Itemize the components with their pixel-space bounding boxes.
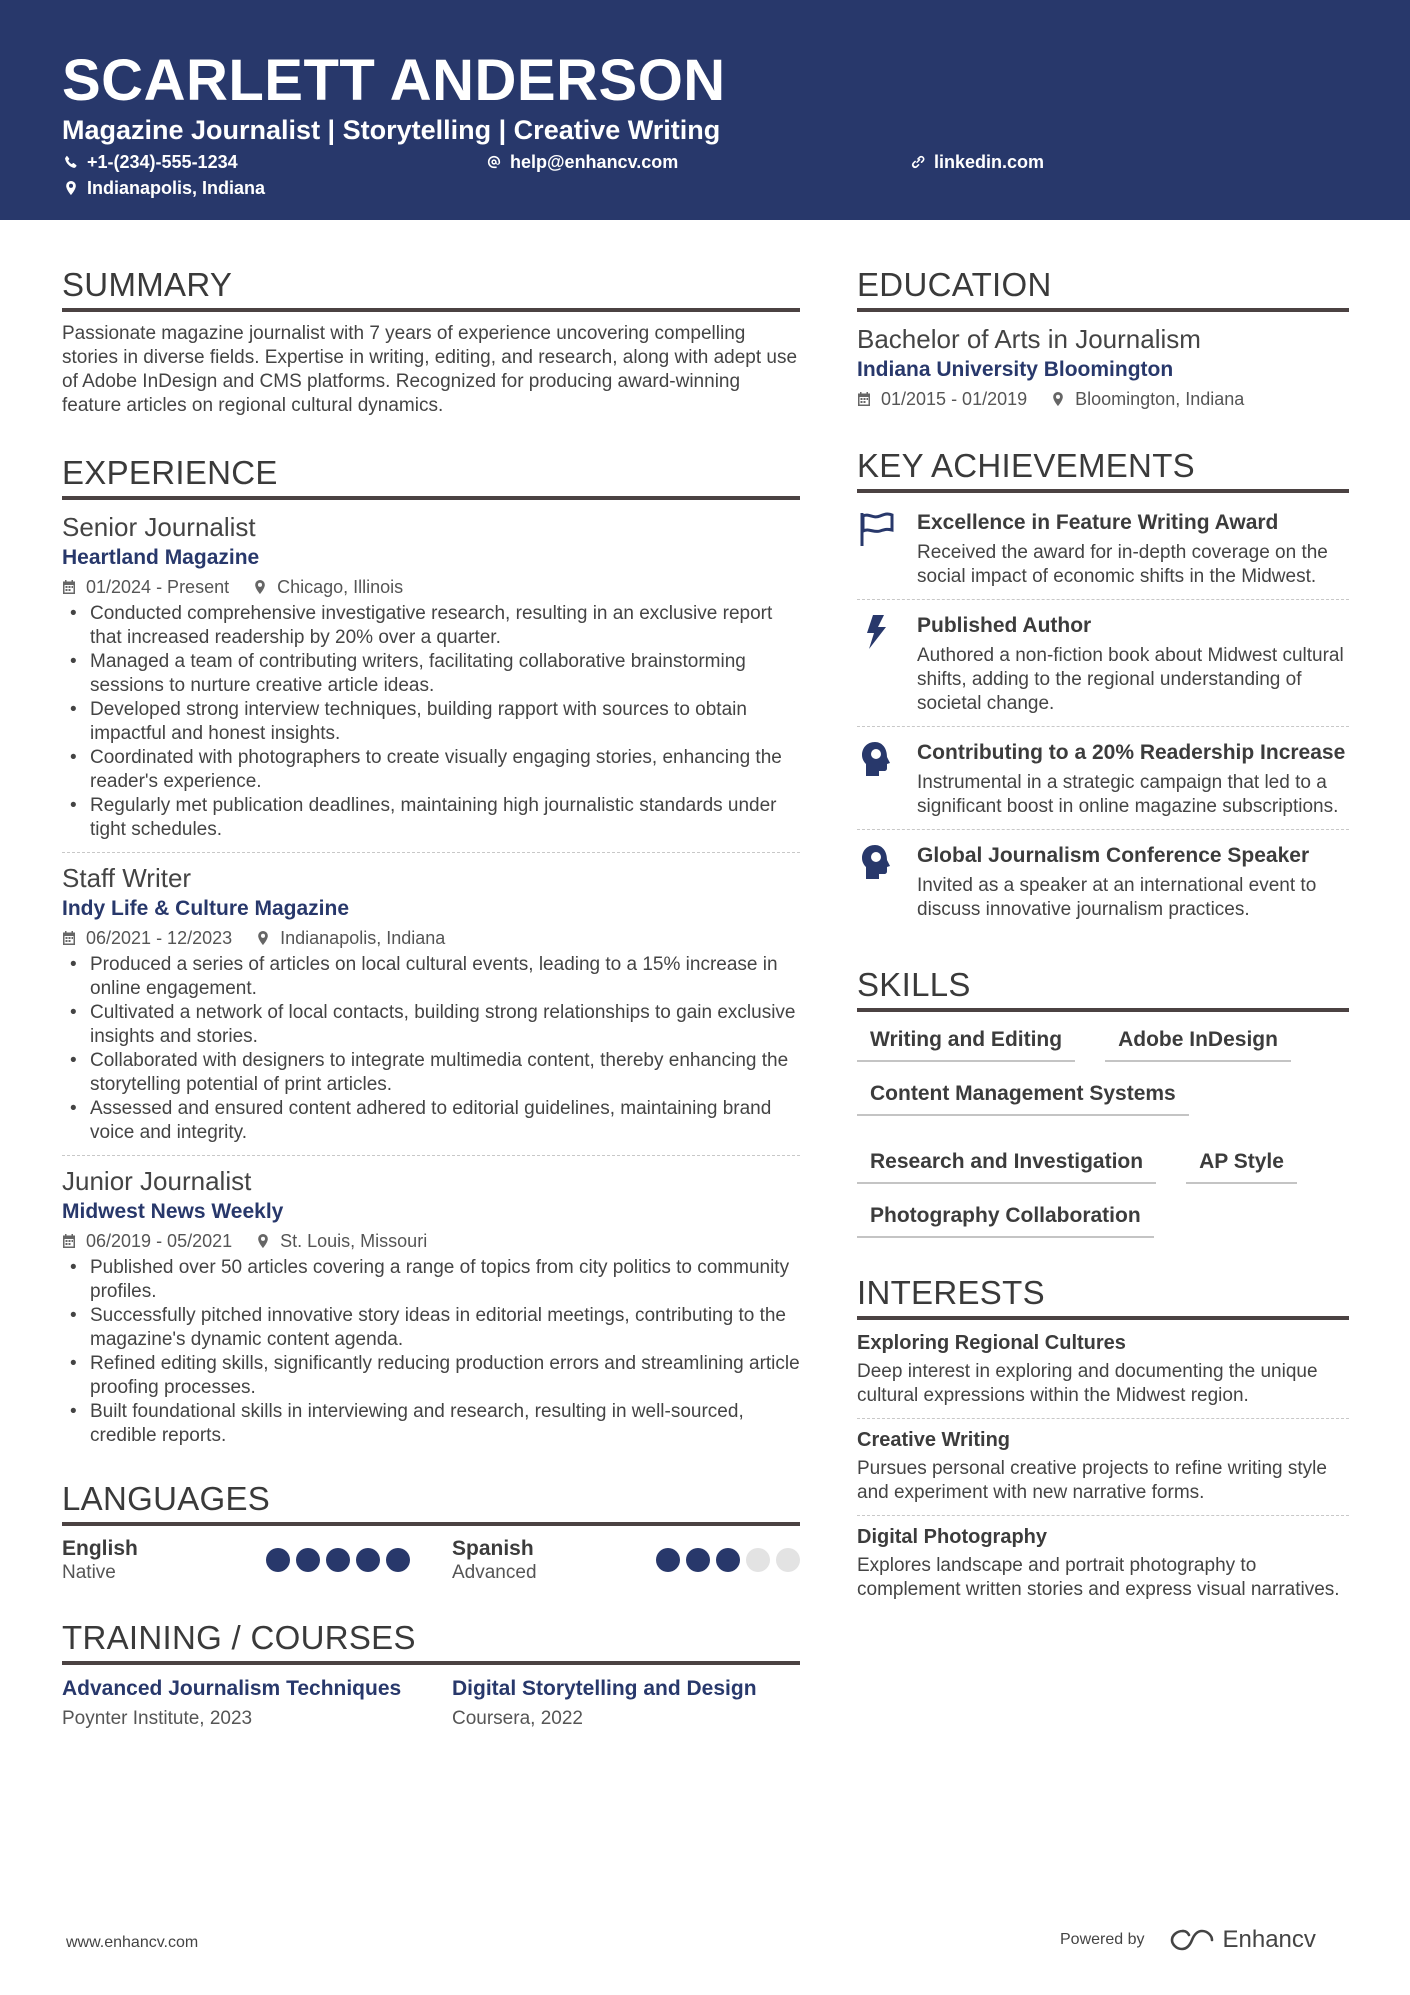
interest-title: Digital Photography [857, 1526, 1047, 1548]
interest-item [857, 1330, 1349, 1408]
contact-linkedin[interactable] [911, 151, 1044, 173]
phone-text: +1-(234)-555-1234 [87, 152, 238, 172]
headline: Magazine Journalist | Storytelling | Creative Writing [62, 115, 721, 145]
rating-dot-filled [266, 1548, 290, 1572]
brand-logo[interactable] [1169, 1926, 1316, 1954]
job-dates: 06/2019 - 05/2021 [86, 1231, 233, 1251]
job-location: Indianapolis, Indiana [280, 928, 446, 948]
job-location: Chicago, Illinois [277, 577, 404, 597]
course-institution: Poynter Institute, 2023 [62, 1708, 253, 1729]
rating-dot-filled [356, 1548, 380, 1572]
achievements-section [857, 443, 1349, 932]
achievement-desc: Invited as a speaker at an international event to discuss innovative journalism practices. [917, 875, 1317, 920]
job-entry [62, 510, 800, 842]
location-pin-icon [64, 181, 78, 195]
at-icon [487, 155, 501, 169]
achievement-title: Contributing to a 20% Readership Increase [917, 741, 1346, 764]
job-location: St. Louis, Missouri [280, 1231, 428, 1251]
language-item [452, 1536, 800, 1585]
head-icon [857, 741, 897, 777]
job-bullets [62, 953, 800, 1145]
rating-dot-filled [386, 1548, 410, 1572]
languages-section [62, 1476, 800, 1585]
achievement-item [857, 836, 1349, 932]
job-meta [62, 926, 800, 950]
section-title-interests: INTERESTS [857, 1270, 1349, 1320]
job-meta [62, 575, 800, 599]
education-section [857, 262, 1349, 411]
link-icon [911, 155, 925, 169]
language-item [62, 1536, 410, 1585]
achievement-title: Global Journalism Conference Speaker [917, 844, 1310, 867]
divider [857, 1418, 1349, 1419]
language-list [62, 1536, 800, 1585]
candidate-name: SCARLETT ANDERSON [62, 48, 726, 113]
interest-title: Exploring Regional Cultures [857, 1332, 1126, 1354]
bullet: • Developed strong interview techniques, building rapport with sources to obtain impactful and honest insights. [62, 698, 800, 746]
rating-dot-empty [746, 1548, 770, 1572]
footer-website[interactable]: www.enhancv.com [66, 1934, 199, 1951]
header [0, 0, 1410, 220]
job-bullets [62, 602, 800, 842]
bullet: • Assessed and ensured content adhered to editorial guidelines, maintaining brand voice and integrity. [62, 1097, 800, 1145]
calendar-icon [857, 392, 871, 406]
achievement-desc: Instrumental in a strategic campaign that led to a significant boost in online magazine subscriptions. [917, 772, 1339, 817]
achievement-item [857, 503, 1349, 599]
achievement-desc: Received the award for in-depth coverage on the social impact of economic shifts in the Midwest. [917, 542, 1328, 587]
location-pin-icon [256, 1234, 270, 1248]
achievement-item [857, 733, 1349, 829]
education-meta [857, 387, 1349, 411]
rating-dot-filled [716, 1548, 740, 1572]
skill-tag: Adobe InDesign [1105, 1022, 1291, 1062]
section-title-achievements: KEY ACHIEVEMENTS [857, 443, 1349, 493]
interest-item [857, 1524, 1349, 1602]
interest-item [857, 1427, 1349, 1505]
divider [857, 1515, 1349, 1516]
location-pin-icon [256, 931, 270, 945]
enhancv-logo-icon [1169, 1927, 1215, 1953]
bullet: • Published over 50 articles covering a range of topics from city politics to community profiles. [62, 1256, 800, 1304]
skills-section [857, 962, 1349, 1238]
summary-section [62, 262, 800, 418]
experience-section [62, 450, 800, 1448]
phone-icon [64, 155, 78, 169]
skill-tag: Photography Collaboration [857, 1198, 1154, 1238]
course-name: Digital Storytelling and Design [452, 1677, 757, 1700]
left-column [62, 262, 800, 1733]
course-item [62, 1675, 410, 1733]
achievement-desc: Authored a non-fiction book about Midwest cultural shifts, adding to the regional understanding of societal change. [917, 645, 1344, 714]
education-dates: 01/2015 - 01/2019 [881, 389, 1028, 409]
calendar-icon [62, 931, 76, 945]
divider [857, 829, 1349, 830]
language-rating [656, 1548, 800, 1585]
section-title-training: TRAINING / COURSES [62, 1615, 800, 1665]
interests-section [857, 1270, 1349, 1602]
bullet: • Collaborated with designers to integrate multimedia content, thereby enhancing the storytelling potential of print articles. [62, 1049, 800, 1097]
footer-branding [1060, 1926, 1316, 1954]
section-title-experience: EXPERIENCE [62, 450, 800, 500]
contact-email[interactable] [487, 151, 678, 173]
powered-by-label: Powered by [1060, 1931, 1145, 1948]
divider [857, 599, 1349, 600]
bullet: • Coordinated with photographers to create visually engaging stories, enhancing the reader's experience. [62, 746, 800, 794]
language-level: Native [62, 1562, 116, 1583]
head-icon [857, 844, 897, 880]
achievement-title: Published Author [917, 614, 1092, 637]
job-title: Junior Journalist [62, 1166, 252, 1196]
calendar-icon [62, 1234, 76, 1248]
skill-tag: Research and Investigation [857, 1144, 1156, 1184]
email-text: help@enhancv.com [510, 152, 679, 172]
interest-desc: Deep interest in exploring and documenting the unique cultural expressions within the Midwest region. [857, 1361, 1318, 1406]
achievement-item [857, 606, 1349, 726]
company-name: Indy Life & Culture Magazine [62, 897, 350, 920]
bullet: • Conducted comprehensive investigative research, resulting in an exclusive report that increased readership by 20% over a quarter. [62, 602, 800, 650]
bullet: • Managed a team of contributing writers, facilitating collaborative brainstorming sessions to nurture creative article ideas. [62, 650, 800, 698]
lightning-icon [857, 614, 897, 650]
course-list [62, 1675, 800, 1733]
job-entry [62, 861, 800, 1145]
job-dates: 06/2021 - 12/2023 [86, 928, 233, 948]
contact-location [64, 177, 265, 199]
degree: Bachelor of Arts in Journalism [857, 324, 1201, 354]
education-location: Bloomington, Indiana [1075, 389, 1245, 409]
skill-tag: Writing and Editing [857, 1022, 1075, 1062]
rating-dot-filled [296, 1548, 320, 1572]
skill-list [857, 1022, 1349, 1238]
company-name: Heartland Magazine [62, 546, 260, 569]
job-entry [62, 1164, 800, 1448]
job-title: Senior Journalist [62, 512, 256, 542]
bullet: • Cultivated a network of local contacts, building strong relationships to gain exclusive insights and stories. [62, 1001, 800, 1049]
right-column [857, 262, 1349, 1602]
location-text: Indianapolis, Indiana [87, 178, 266, 198]
flag-icon [857, 511, 897, 547]
bullet: • Built foundational skills in interviewing and research, resulting in well-sourced, credible reports. [62, 1400, 800, 1448]
location-pin-icon [253, 580, 267, 594]
divider [62, 852, 800, 853]
skill-tag: Content Management Systems [857, 1076, 1189, 1116]
bullet: • Successfully pitched innovative story ideas in editorial meetings, contributing to the magazine's dynamic content agenda. [62, 1304, 800, 1352]
job-title: Staff Writer [62, 863, 192, 893]
linkedin-text: linkedin.com [934, 152, 1045, 172]
divider [857, 726, 1349, 727]
contact-phone[interactable] [64, 151, 238, 173]
school-name: Indiana University Bloomington [857, 358, 1174, 381]
bullet: • Regularly met publication deadlines, maintaining high journalistic standards under tight schedules. [62, 794, 800, 842]
company-name: Midwest News Weekly [62, 1200, 284, 1223]
rating-dot-filled [326, 1548, 350, 1572]
interest-desc: Pursues personal creative projects to refine writing style and experiment with new narrative forms. [857, 1458, 1327, 1503]
interest-title: Creative Writing [857, 1429, 1010, 1451]
language-name: English [62, 1537, 138, 1560]
language-rating [266, 1548, 410, 1585]
interest-desc: Explores landscape and portrait photography to complement written stories and express visual narratives. [857, 1555, 1340, 1600]
job-meta [62, 1229, 800, 1253]
course-name: Advanced Journalism Techniques [62, 1677, 402, 1700]
course-item [452, 1675, 800, 1733]
location-pin-icon [1051, 392, 1065, 406]
job-dates: 01/2024 - Present [86, 577, 230, 597]
brand-name: Enhancv [1222, 1926, 1316, 1953]
achievement-title: Excellence in Feature Writing Award [917, 511, 1279, 534]
calendar-icon [62, 580, 76, 594]
skill-tag: AP Style [1186, 1144, 1297, 1184]
divider [62, 1155, 800, 1156]
rating-dot-filled [686, 1548, 710, 1572]
section-title-summary: SUMMARY [62, 262, 800, 312]
rating-dot-empty [776, 1548, 800, 1572]
rating-dot-filled [656, 1548, 680, 1572]
section-title-languages: LANGUAGES [62, 1476, 800, 1526]
language-name: Spanish [452, 1537, 534, 1560]
bullet: • Produced a series of articles on local cultural events, leading to a 15% increase in online engagement. [62, 953, 800, 1001]
training-section [62, 1615, 800, 1733]
summary-text: Passionate magazine journalist with 7 years of experience uncovering compelling stories in diverse fields. Expertise in writing, editing, and research, along with adept use of Adobe InDesign and CMS platforms. Recognized for producing award-winning feature articles on regional cultural dynamics. [62, 323, 798, 416]
section-title-education: EDUCATION [857, 262, 1349, 312]
job-bullets [62, 1256, 800, 1448]
section-title-skills: SKILLS [857, 962, 1349, 1012]
bullet: • Refined editing skills, significantly reducing production errors and streamlining article proofing processes. [62, 1352, 800, 1400]
course-institution: Coursera, 2022 [452, 1708, 583, 1729]
language-level: Advanced [452, 1562, 537, 1583]
